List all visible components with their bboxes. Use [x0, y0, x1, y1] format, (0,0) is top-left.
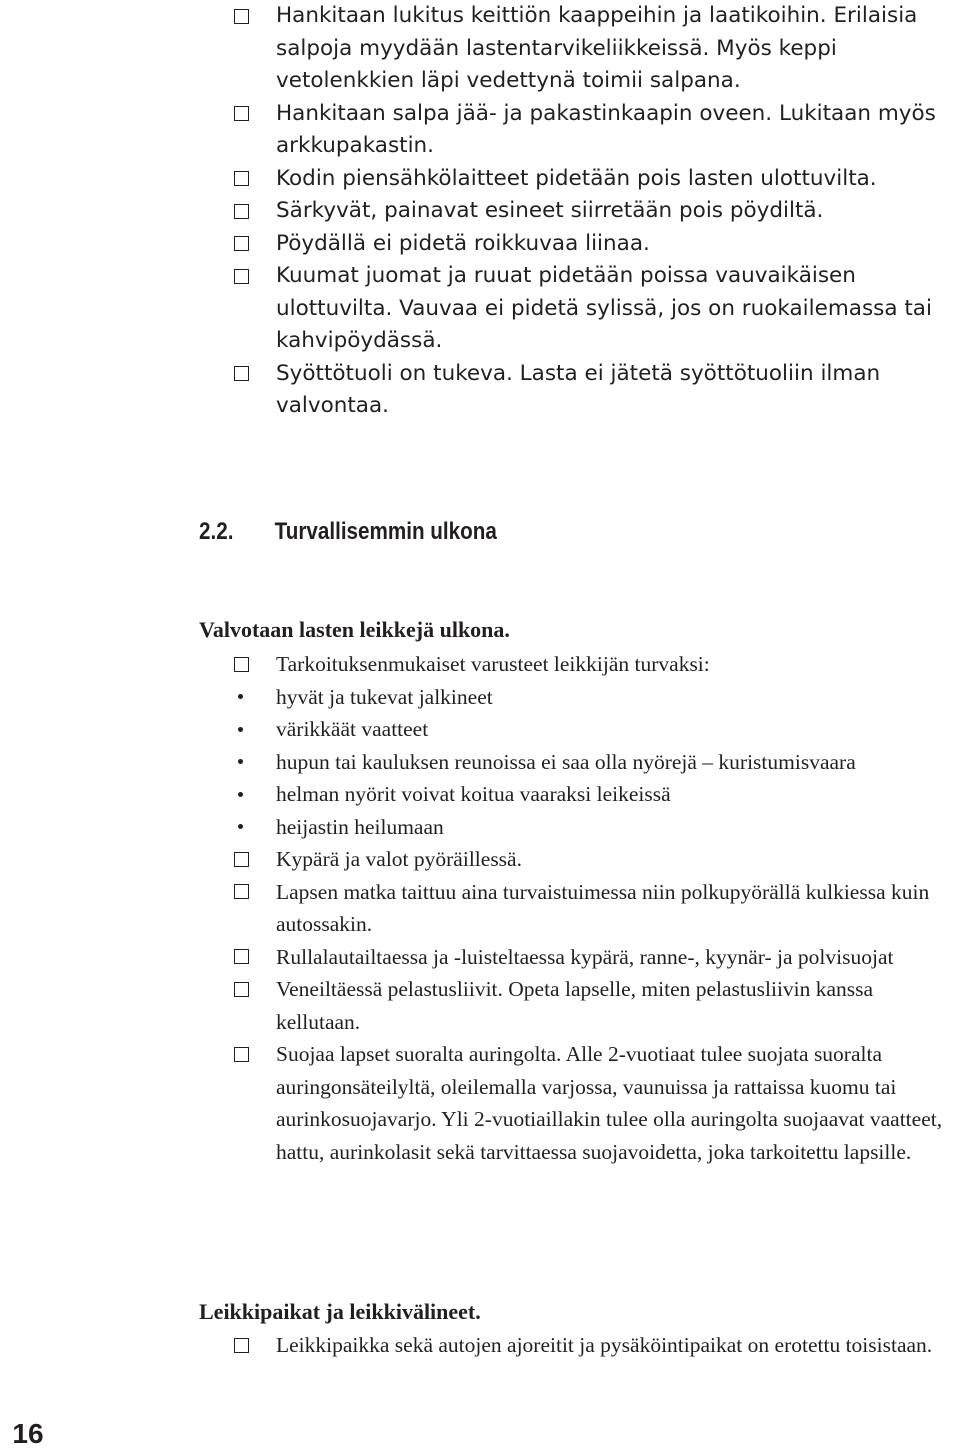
checklist-item: [0, 1329, 960, 1362]
checklist-item-text: Särkyvät, painavat esineet siirretään pois pöydiltä.: [276, 198, 824, 223]
checklist-item-text: Suojaa lapset suoralta auringolta. Alle 2-vuotiaat tulee suojata suoralta auringonsäteilyltä, oleilemalla varjossa, vaunuissa ja rattaissa kuomu tai aurinkosuojavarjo. Yli 2-vuotiaillakin tulee olla auringolta suojaavat vaatteet, hattu, aurinkolasit sekä tarvittaessa suojavoidetta, joka tarkoitettu lapsille.: [276, 1042, 943, 1164]
bullet-item: [0, 681, 960, 714]
outdoor-safety-list: [0, 648, 960, 1168]
checkbox-icon: [234, 228, 249, 261]
checklist-item-text: Tarkoituksenmukaiset varusteet leikkijän turvaksi:: [276, 652, 710, 676]
section-number: 2.2.: [199, 518, 234, 545]
checklist-item: [0, 228, 960, 261]
checklist-item: [0, 973, 960, 1038]
checklist-item: [0, 876, 960, 941]
checkbox-icon: [234, 195, 249, 228]
checkbox-icon: [234, 260, 249, 293]
checkbox-icon: [234, 876, 249, 909]
checkbox-icon: [234, 941, 249, 974]
checklist-item-text: Syöttötuoli on tukeva. Lasta ei jätetä syöttötuoliin ilman valvontaa.: [276, 360, 881, 418]
checklist-item: [0, 195, 960, 228]
checklist-item: [0, 163, 960, 196]
checkbox-icon: [234, 1329, 249, 1362]
checklist-item-text: Pöydällä ei pidetä roikkuvaa liinaa.: [276, 230, 650, 256]
checklist-item-text: Kuumat juomat ja ruuat pidetään poissa vauvaikäisen ulottuvilta. Vauvaa ei pidetä sylissä, jos on ruokailemassa tai kahvipöydässä.: [276, 263, 932, 353]
checkbox-icon: [234, 648, 249, 681]
bullet-item: [0, 811, 960, 844]
checkbox-icon: [234, 98, 249, 131]
playground-subheading: Leikkipaikat ja leikkivälineet.: [199, 1299, 481, 1324]
checklist-item-text: Rullalautailtaessa ja -luisteltaessa kypärä, ranne-, kyynär- ja polvisuojat: [276, 944, 894, 969]
checkbox-icon: [234, 973, 249, 1006]
checklist-item: [0, 0, 960, 98]
checklist-item: [0, 648, 960, 681]
checklist-item-text: Veneiltäessä pelastusliivit. Opeta lapselle, miten pelastusliivin kanssa kellutaan.: [276, 977, 874, 1034]
section-title: Turvallisemmin ulkona: [274, 518, 497, 545]
page-number: 16: [12, 1418, 44, 1449]
checklist-item-text: Hankitaan salpa jää- ja pakastinkaapin oveen. Lukitaan myös arkkupakastin.: [276, 100, 936, 158]
outdoor-subheading: Valvotaan lasten leikkejä ulkona.: [199, 617, 510, 642]
bullet-icon: [234, 811, 243, 844]
checklist-item-text: Hankitaan lukitus keittiön kaappeihin ja laatikoihin. Erilaisia salpoja myydään lastentarvikeliikkeissä. Myös keppi vetolenkkien läpi vedettynä toimii salpana.: [276, 3, 918, 93]
checklist-item: [0, 260, 960, 358]
bullet-icon: [234, 778, 243, 811]
checkbox-icon: [234, 0, 249, 33]
checklist-item-text: Lapsen matka taittuu aina turvaistuimessa niin polkupyörällä kulkiessa kuin autossakin.: [276, 879, 930, 936]
bullet-icon: [234, 746, 243, 779]
checkbox-icon: [234, 1038, 249, 1071]
checklist-item: [0, 843, 960, 876]
checklist-item: [0, 358, 960, 423]
checkbox-icon: [234, 843, 249, 876]
bullet-icon: [234, 681, 243, 714]
checkbox-icon: [234, 163, 249, 196]
home-safety-checklist: [0, 0, 960, 423]
checklist-item: [0, 941, 960, 974]
bullet-item-text: heijastin heilumaan: [276, 814, 444, 839]
playground-list: [0, 1329, 960, 1362]
checklist-item: [0, 98, 960, 163]
checklist-item: [0, 1038, 960, 1168]
bullet-item-text: helman nyörit voivat koitua vaaraksi leikeissä: [276, 782, 671, 806]
bullet-item-text: hyvät ja tukevat jalkineet: [276, 684, 493, 709]
checklist-item-text: Kypärä ja valot pyöräillessä.: [276, 847, 522, 871]
bullet-icon: [234, 713, 243, 746]
section-heading: [199, 515, 497, 549]
checkbox-icon: [234, 358, 249, 391]
bullet-item: [0, 778, 960, 811]
bullet-item-text: hupun tai kauluksen reunoissa ei saa olla nyörejä – kuristumisvaara: [276, 749, 856, 774]
checklist-item-text: Leikkipaikka sekä autojen ajoreitit ja pysäköintipaikat on erotettu toisistaan.: [276, 1333, 933, 1357]
checklist-item-text: Kodin piensähkölaitteet pidetään pois lasten ulottuvilta.: [276, 165, 877, 191]
bullet-item: [0, 713, 960, 746]
bullet-item: [0, 746, 960, 779]
bullet-item-text: värikkäät vaatteet: [276, 717, 429, 741]
